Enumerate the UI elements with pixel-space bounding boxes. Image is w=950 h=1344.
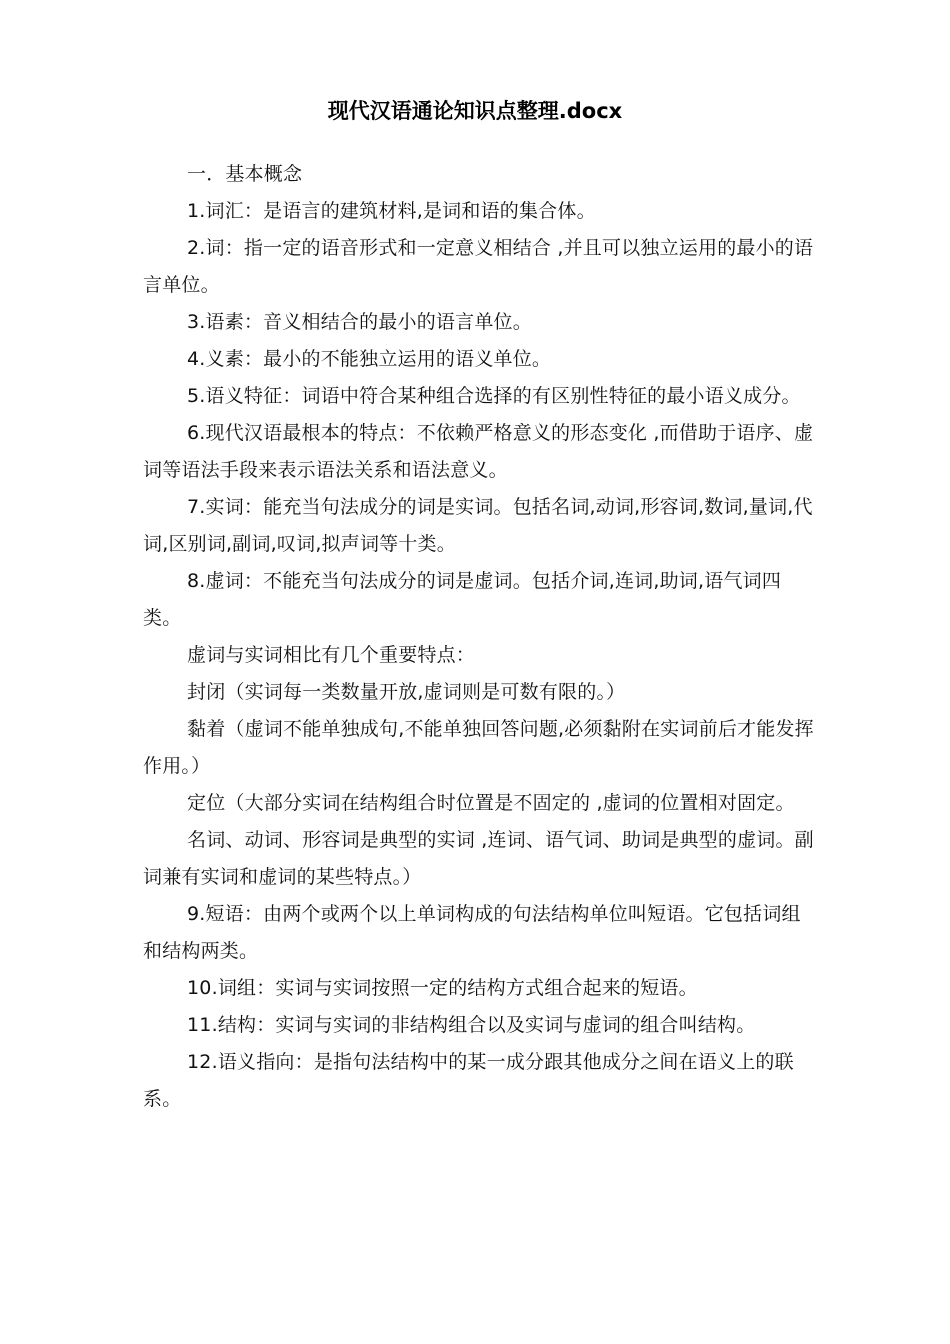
paragraph-fundamental-feature: 6.现代汉语最根本的特点：不依赖严格意义的形态变化 ,而借助于语序、虚词等语法手段来表示语法关系和语法意义。 — [143, 422, 814, 481]
paragraph-typical-words: 名词、动词、形容词是典型的实词 ,连词、语气词、助词是典型的虚词。副词兼有实词和虚词的某些特点。） — [143, 829, 814, 888]
paragraph-bound: 黏着（虚词不能单独成句,不能单独回答问题,必须黏附在实词前后才能发挥作用。） — [143, 718, 814, 777]
paragraph-phrase: 9.短语：由两个或两个以上单词构成的句法结构单位叫短语。它包括词组和结构两类。 — [143, 903, 801, 962]
document-body — [143, 156, 815, 1118]
paragraph-word-group: 10.词组：实词与实词按照一定的结构方式组合起来的短语。 — [187, 977, 698, 999]
paragraph-semantic-feature: 5.语义特征：词语中符合某种组合选择的有区别性特征的最小语义成分。 — [187, 385, 801, 407]
paragraph-semantic-orientation: 12.语义指向：是指句法结构中的某一成分跟其他成分之间在语义上的联系。 — [143, 1051, 794, 1110]
paragraph-content-word: 7.实词：能充当句法成分的词是实词。包括名词,动词,形容词,数词,量词,代词,区别词,副词,叹词,拟声词等十类。 — [143, 496, 813, 555]
paragraph-sememe: 4.义素：最小的不能独立运用的语义单位。 — [187, 348, 552, 370]
paragraph-section-heading: 一．基本概念 — [187, 163, 303, 185]
paragraph-vocabulary: 1.词汇：是语言的建筑材料,是词和语的集合体。 — [187, 200, 596, 222]
paragraph-closed: 封闭（实词每一类数量开放,虚词则是可数有限的。） — [187, 681, 626, 703]
paragraph-comparison-intro: 虚词与实词相比有几个重要特点： — [187, 644, 476, 666]
document-title: 现代汉语通论知识点整理.docx — [327, 99, 623, 123]
paragraph-word: 2.词：指一定的语音形式和一定意义相结合 ,并且可以独立运用的最小的语言单位。 — [143, 237, 814, 296]
paragraph-function-word: 8.虚词：不能充当句法成分的词是虚词。包括介词,连词,助词,语气词四类。 — [143, 570, 782, 629]
paragraph-fixed-position: 定位（大部分实词在结构组合时位置是不固定的 ,虚词的位置相对固定。 — [187, 792, 795, 814]
paragraph-structure: 11.结构：实词与实词的非结构组合以及实词与虚词的组合叫结构。 — [187, 1014, 756, 1036]
paragraph-morpheme: 3.语素：音义相结合的最小的语言单位。 — [187, 311, 532, 333]
